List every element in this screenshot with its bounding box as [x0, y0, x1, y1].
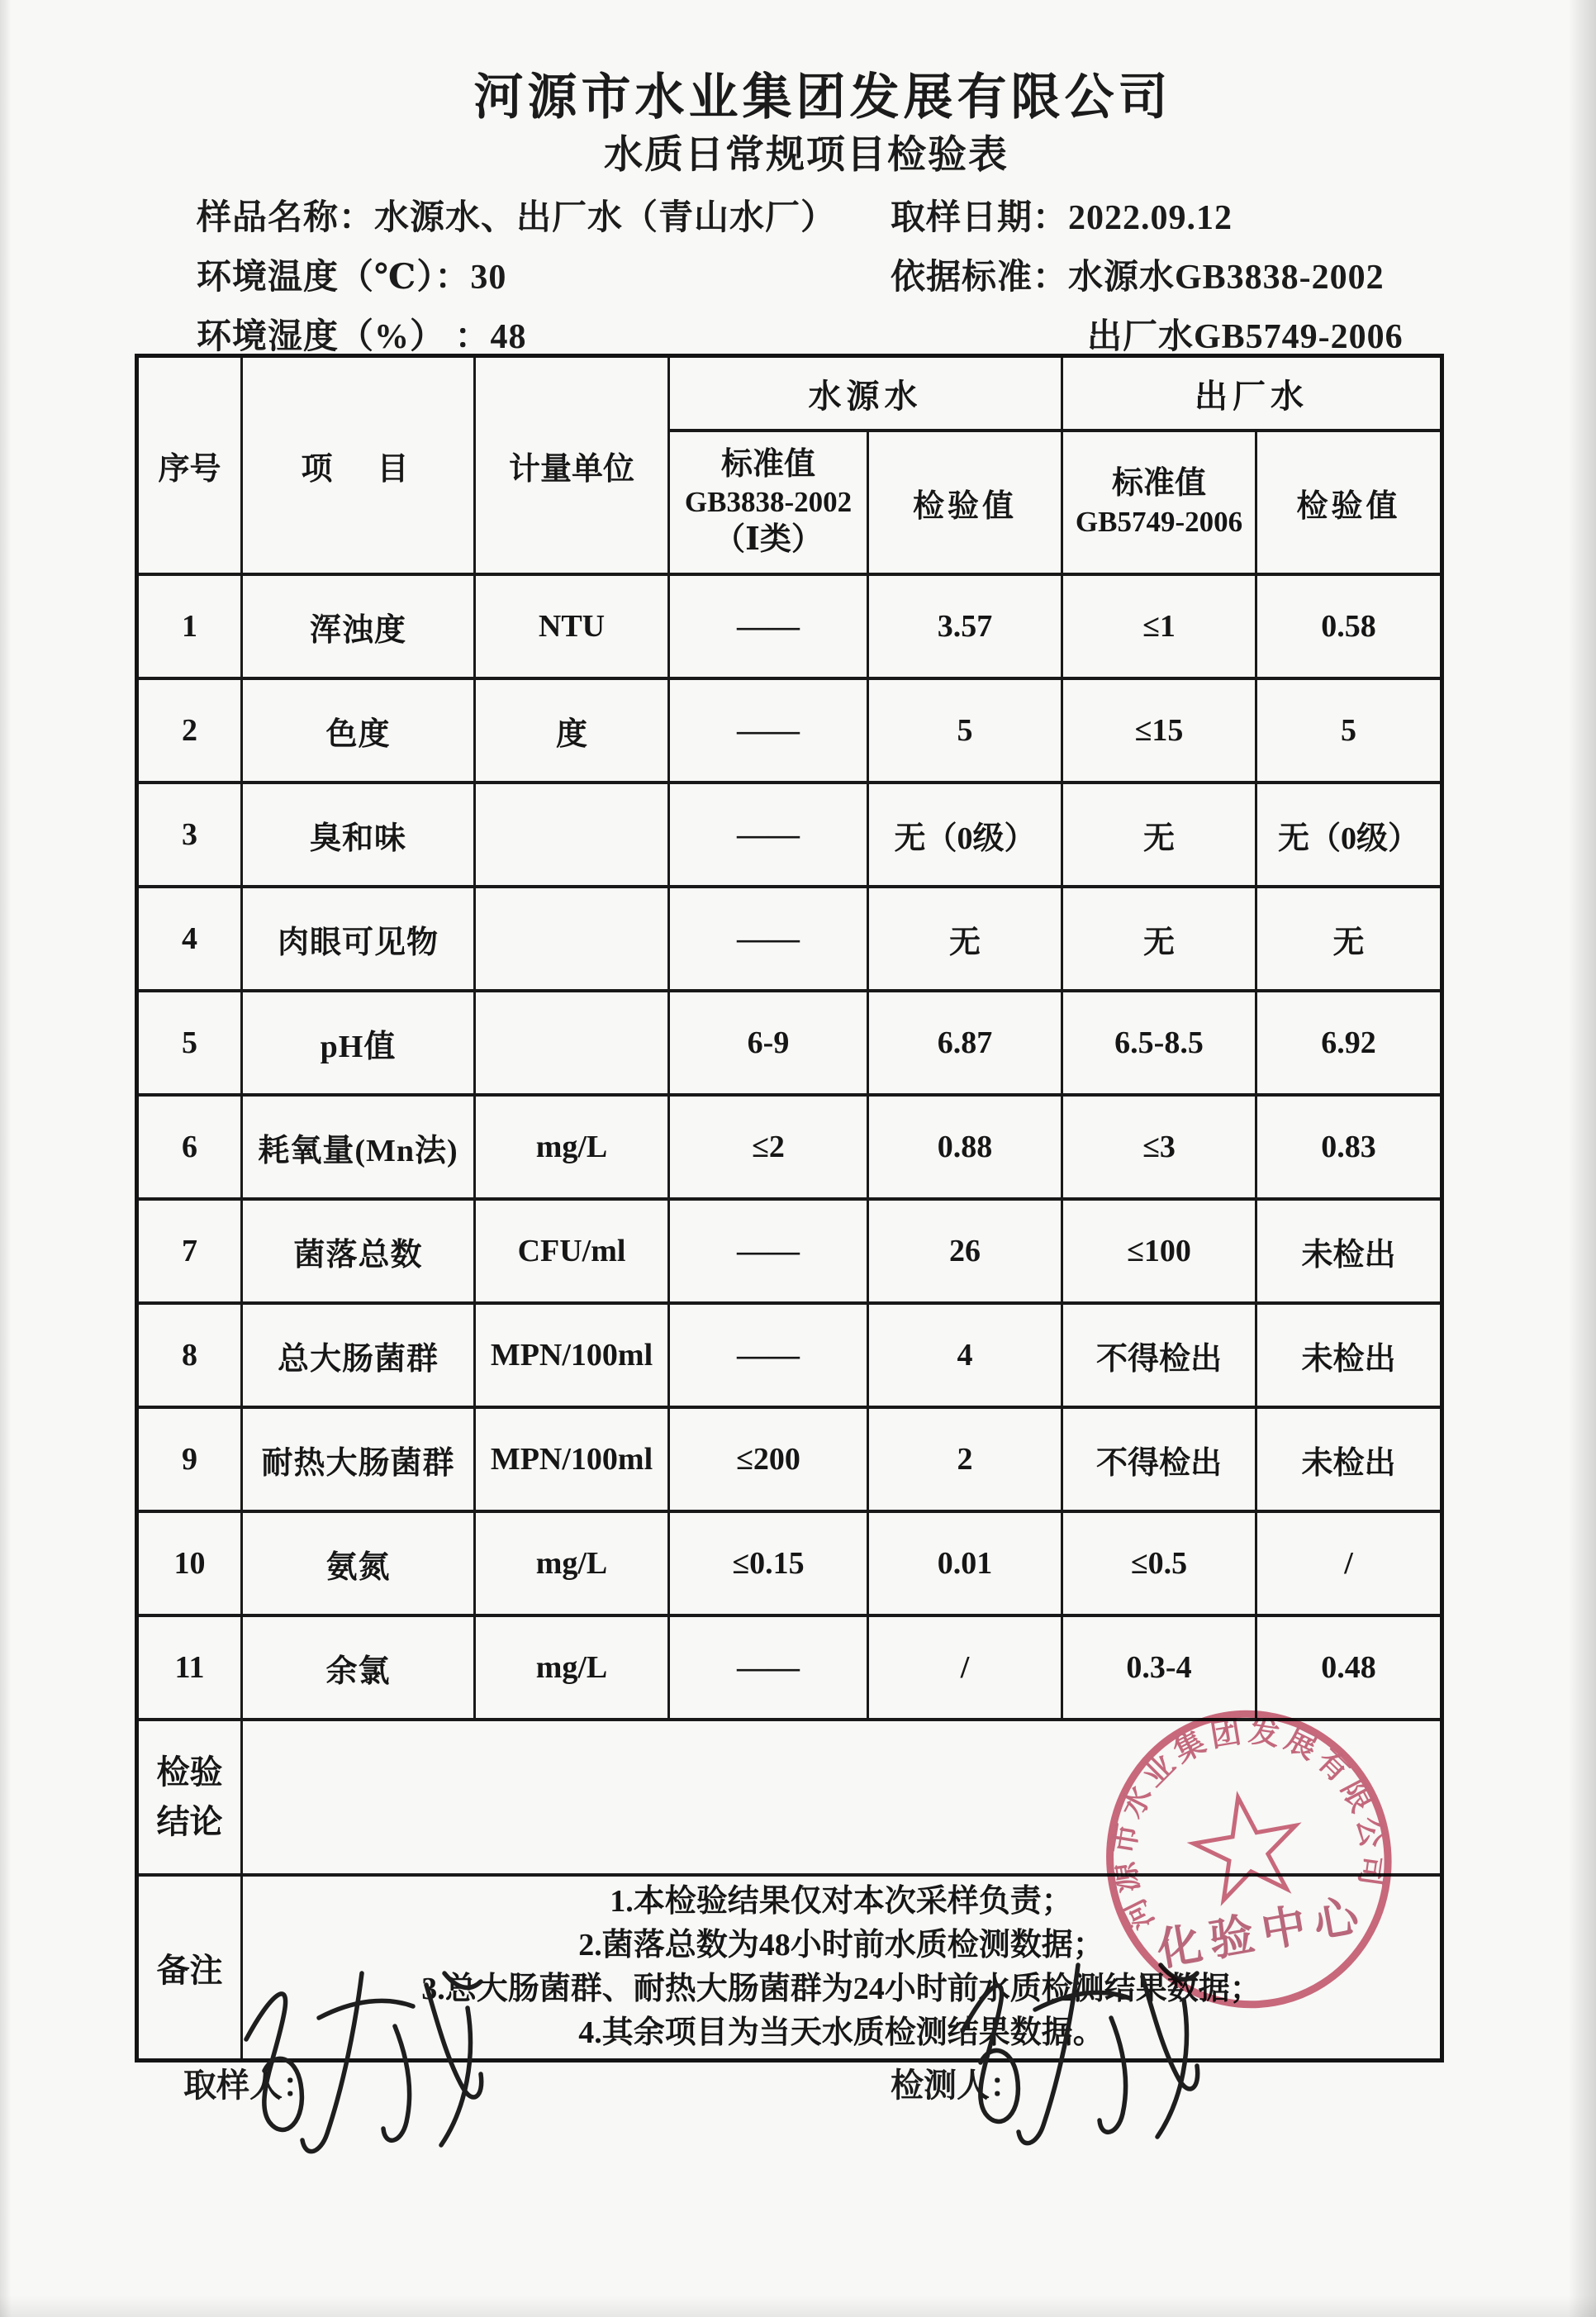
conclusion-label — [137, 1720, 242, 1875]
cell-no: 11 — [137, 1615, 242, 1720]
header-group-row — [137, 356, 1442, 431]
cell-source-standard: ≤0.15 — [669, 1511, 868, 1615]
cell-unit: NTU — [475, 574, 669, 678]
cell-source-standard: —— — [669, 574, 868, 678]
cell-item: pH值 — [242, 991, 475, 1095]
table-row — [137, 678, 1442, 783]
cell-no: 8 — [137, 1303, 242, 1407]
col-header-factory-standard — [1062, 431, 1256, 574]
cell-source-standard: —— — [669, 783, 868, 887]
cell-item: 色度 — [242, 678, 475, 783]
table-row — [137, 1303, 1442, 1407]
cell-factory-standard: 无 — [1062, 887, 1256, 991]
cell-factory-value: 未检出 — [1256, 1303, 1442, 1407]
cell-factory-standard: ≤100 — [1062, 1199, 1256, 1303]
cell-source-value: 无 — [868, 887, 1062, 991]
cell-source-value: 无（0级） — [868, 783, 1062, 887]
cell-factory-standard: ≤1 — [1062, 574, 1256, 678]
stamp-center-text: 化验中心 — [1153, 1889, 1370, 1976]
cell-factory-standard: ≤0.5 — [1062, 1511, 1256, 1615]
col-group-source-water: 水源水 — [669, 356, 1062, 431]
table-row — [137, 991, 1442, 1095]
col-group-factory-water: 出厂水 — [1062, 356, 1442, 431]
col-header-unit: 计量单位 — [475, 356, 669, 575]
cell-item: 总大肠菌群 — [242, 1303, 475, 1407]
cell-source-value: 0.88 — [868, 1095, 1062, 1199]
tester-signature — [938, 1952, 1210, 2158]
cell-no: 1 — [137, 574, 242, 678]
conclusion-row — [137, 1720, 1442, 1875]
cell-factory-value: 未检出 — [1256, 1407, 1442, 1511]
cell-item: 菌落总数 — [242, 1199, 475, 1303]
col-header-no: 序号 — [137, 356, 242, 575]
cell-source-standard: 6-9 — [669, 991, 868, 1095]
sample-date: 取样日期：2022.09.12 — [891, 199, 1233, 237]
cell-unit: MPN/100ml — [475, 1407, 669, 1511]
cell-no: 3 — [137, 783, 242, 887]
cell-item: 浑浊度 — [242, 574, 475, 678]
cell-item: 余氯 — [242, 1615, 475, 1720]
cell-factory-value: / — [1256, 1511, 1442, 1615]
scan-shadow-bottom — [0, 2296, 1596, 2317]
cell-factory-value: 0.83 — [1256, 1095, 1442, 1199]
company-title: 河源市水业集团发展有限公司 — [473, 70, 1172, 125]
cell-item: 氨氮 — [242, 1511, 475, 1615]
cell-no: 5 — [137, 991, 242, 1095]
cell-source-standard: —— — [669, 1199, 868, 1303]
cell-factory-value: 无（0级） — [1256, 783, 1442, 887]
env-humidity: 环境湿度（%） ：48 — [197, 318, 527, 356]
sampler-signature — [221, 1960, 494, 2167]
cell-source-value: 6.87 — [868, 991, 1062, 1095]
cell-source-value: 4 — [868, 1303, 1062, 1407]
table-row — [137, 783, 1442, 887]
table-row — [137, 1199, 1442, 1303]
cell-factory-standard: 0.3-4 — [1062, 1615, 1256, 1720]
col-header-factory-value: 检验值 — [1256, 431, 1442, 574]
tester-label: 检测人： — [891, 2067, 1023, 2104]
stamp-ring-text: 河源市水业集团发展有限公司 — [1106, 1715, 1390, 1935]
cell-unit — [475, 783, 669, 887]
cell-unit: mg/L — [475, 1095, 669, 1199]
cell-unit: mg/L — [475, 1511, 669, 1615]
cell-item: 臭和味 — [242, 783, 475, 887]
table-row — [137, 1615, 1442, 1720]
conclusion-label-line2: 结论 — [156, 1803, 223, 1840]
standard-basis: 依据标准：水源水GB3838-2002 — [891, 259, 1385, 297]
factory-standard-line1: 标准值 — [1111, 466, 1206, 502]
cell-source-standard: —— — [669, 1303, 868, 1407]
col-header-source-value: 检验值 — [868, 431, 1062, 574]
cell-source-standard: ≤200 — [669, 1407, 868, 1511]
cell-factory-value: 无 — [1256, 887, 1442, 991]
cell-no: 10 — [137, 1511, 242, 1615]
remark-line: 2.菌落总数为48小时前水质检测数据； — [578, 1928, 1104, 1963]
cell-factory-standard: ≤15 — [1062, 678, 1256, 783]
source-standard-line1: 标准值 — [720, 446, 815, 482]
sample-name: 样品名称：水源水、出厂水（青山水厂） — [197, 199, 837, 237]
remark-line: 1.本检验结果仅对本次采样负责； — [610, 1884, 1073, 1919]
cell-factory-standard: 无 — [1062, 783, 1256, 887]
cell-no: 9 — [137, 1407, 242, 1511]
source-standard-line2: GB3838-2002 — [684, 486, 853, 519]
cell-factory-standard: 6.5-8.5 — [1062, 991, 1256, 1095]
cell-no: 4 — [137, 887, 242, 991]
cell-source-value: 2 — [868, 1407, 1062, 1511]
table-row — [137, 1095, 1442, 1199]
col-header-item: 项 目 — [242, 356, 475, 575]
sampler-label: 取样人： — [183, 2067, 316, 2104]
cell-source-standard: —— — [669, 887, 868, 991]
cell-factory-standard: 不得检出 — [1062, 1303, 1256, 1407]
conclusion-value — [242, 1720, 1442, 1875]
cell-source-standard: —— — [669, 1615, 868, 1720]
remark-line: 4.其余项目为当天水质检测结果数据。 — [578, 2015, 1104, 2050]
cell-no: 6 — [137, 1095, 242, 1199]
table-row — [137, 1511, 1442, 1615]
cell-unit: CFU/ml — [475, 1199, 669, 1303]
env-temperature: 环境温度（℃）：30 — [197, 259, 507, 297]
cell-no: 2 — [137, 678, 242, 783]
cell-factory-standard: ≤3 — [1062, 1095, 1256, 1199]
col-header-source-standard — [669, 431, 868, 574]
cell-no: 7 — [137, 1199, 242, 1303]
table-row — [137, 1407, 1442, 1511]
scan-shadow-right — [1568, 0, 1596, 2317]
cell-source-standard: —— — [669, 678, 868, 783]
table-row — [137, 574, 1442, 678]
cell-item: 耗氧量(Mn法) — [242, 1095, 475, 1199]
cell-item: 肉眼可见物 — [242, 887, 475, 991]
cell-unit: 度 — [475, 678, 669, 783]
form-title: 水质日常规项目检验表 — [604, 134, 1009, 177]
cell-unit: mg/L — [475, 1615, 669, 1720]
conclusion-label-line1: 检验 — [156, 1753, 223, 1791]
cell-source-value: 5 — [868, 678, 1062, 783]
source-standard-line3: （Ⅰ类） — [714, 521, 823, 557]
remark-line: 3.总大肠菌群、耐热大肠菌群为24小时前水质检测结果数据； — [421, 1972, 1261, 2006]
cell-source-value: / — [868, 1615, 1062, 1720]
cell-source-value: 3.57 — [868, 574, 1062, 678]
cell-factory-value: 未检出 — [1256, 1199, 1442, 1303]
table-row — [137, 887, 1442, 991]
cell-factory-value: 0.48 — [1256, 1615, 1442, 1720]
cell-factory-value: 0.58 — [1256, 574, 1442, 678]
cell-factory-value: 6.92 — [1256, 991, 1442, 1095]
cell-source-value: 0.01 — [868, 1511, 1062, 1615]
cell-item: 耐热大肠菌群 — [242, 1407, 475, 1511]
remark-label: 备注 — [137, 1875, 242, 2061]
cell-unit: MPN/100ml — [475, 1303, 669, 1407]
cell-factory-standard: 不得检出 — [1062, 1407, 1256, 1511]
cell-source-standard: ≤2 — [669, 1095, 868, 1199]
factory-standard-line2: GB5749-2006 — [1075, 505, 1243, 538]
scan-shadow-left — [0, 0, 12, 2317]
cell-factory-value: 5 — [1256, 678, 1442, 783]
standard-basis-2: 出厂水GB5749-2006 — [1087, 318, 1404, 356]
cell-unit — [475, 887, 669, 991]
cell-unit — [475, 991, 669, 1095]
cell-source-value: 26 — [868, 1199, 1062, 1303]
inspection-table — [135, 354, 1444, 2062]
